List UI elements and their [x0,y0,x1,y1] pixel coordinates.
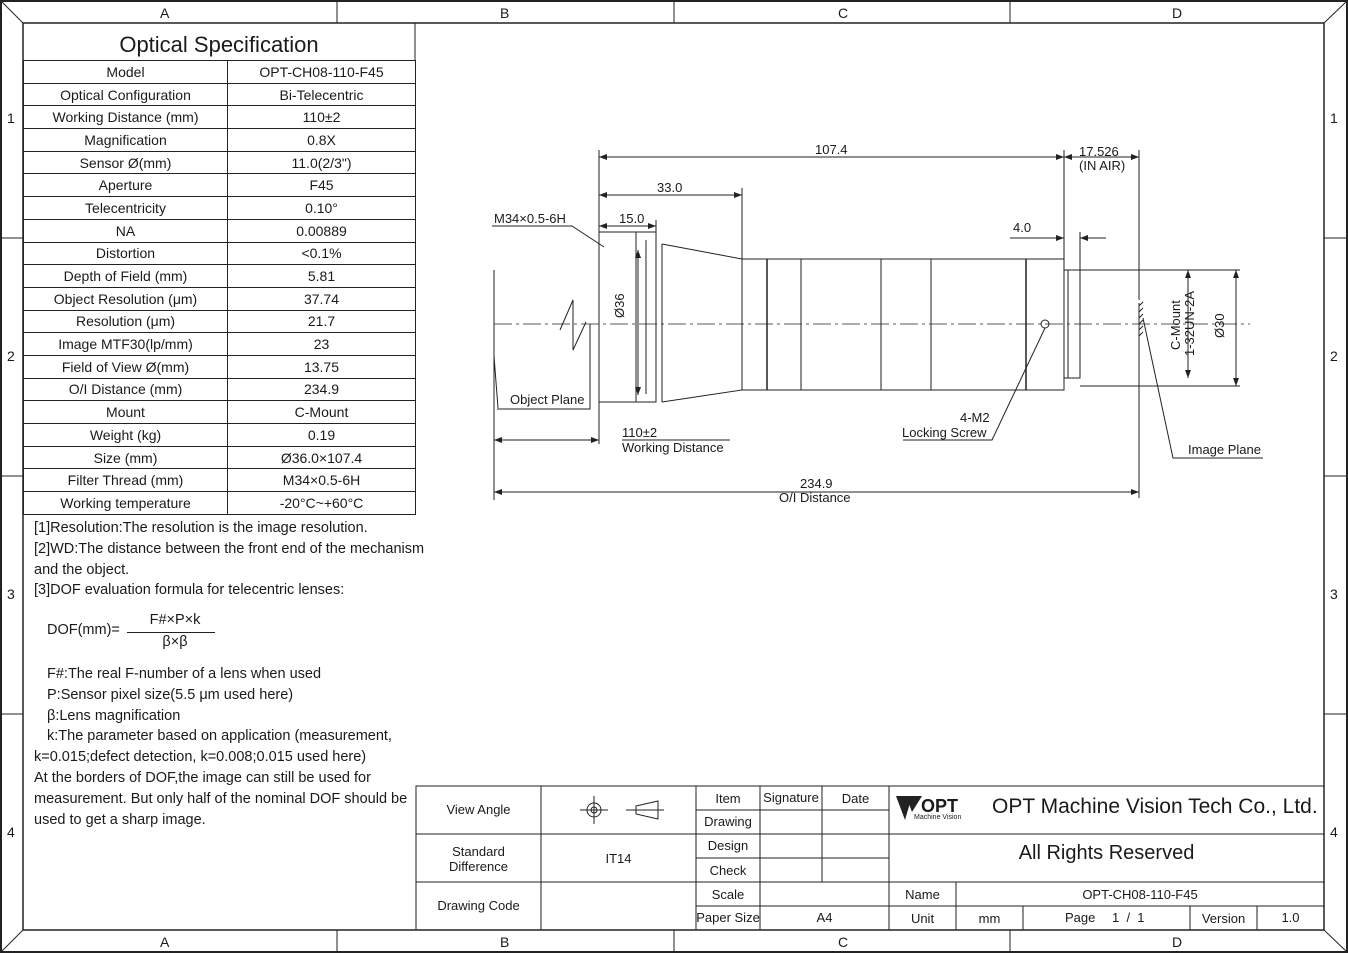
spec-row [24,333,416,356]
oi-value: 234.9 [800,476,833,491]
spec-value: -20°C~+60°C [228,492,416,515]
formula-lhs: DOF(mm)= [47,622,120,638]
def-border-line1: At the borders of DOF,the image can still be used for [34,769,371,786]
spec-row [24,106,416,129]
spec-label: NA [24,219,228,242]
view-angle-label: View Angle [446,802,511,817]
spec-row [24,265,416,288]
spec-value: F45 [228,174,416,197]
spec-row [24,151,416,174]
drawing-code-label: Drawing Code [437,898,520,913]
name-label: Name [905,887,940,902]
spec-value: 11.0(2/3") [228,151,416,174]
spec-label: Image MTF30(lp/mm) [24,333,228,356]
spec-label: Object Resolution (μm) [24,287,228,310]
notes [34,518,426,601]
page-label: Page [1065,910,1096,925]
note-wd-line2: and the object. [34,561,130,578]
spec-row [24,378,416,401]
date-header: Date [841,791,870,806]
row-label-1: 1 [7,110,15,126]
spec-label: Sensor Ø(mm) [24,151,228,174]
standard-difference-label-1: Standard [452,844,505,859]
spec-value: OPT-CH08-110-F45 [228,61,416,84]
tolerance-value: IT14 [605,851,632,866]
spec-row [24,129,416,152]
spec-value: 37.74 [228,287,416,310]
spec-row [24,219,416,242]
dia36-label: Ø36 [612,293,627,318]
column-label-d-bottom: D [1172,934,1183,950]
spec-row [24,469,416,492]
check-row-label: Check [709,863,747,878]
spec-value: 0.8X [228,129,416,152]
column-label-d: D [1172,5,1183,21]
column-label-a: A [160,5,170,21]
spec-row [24,61,416,84]
opt-logo-text: OPT [921,796,959,816]
spec-label: Aperture [24,174,228,197]
dim-4: 4.0 [1013,220,1032,235]
dim-total-length: 107.4 [815,142,848,157]
version-label: Version [1201,911,1246,926]
spec-value: 0.00889 [228,219,416,242]
spec-table-body [24,61,416,515]
def-k-line1: k:The parameter based on application (measurement, [47,728,392,745]
spec-row [24,310,416,333]
wd-label: Working Distance [622,440,724,455]
spec-row [24,355,416,378]
paper-size-value: A4 [816,910,833,925]
dia30-label: Ø30 [1212,313,1227,338]
dim-33: 33.0 [657,180,683,195]
column-label-b-bottom: B [500,934,510,950]
spec-row [24,401,416,424]
spec-label: Distortion [24,242,228,265]
column-label-c-bottom: C [838,934,849,950]
name-value: OPT-CH08-110-F45 [1082,887,1198,902]
unit-label: Unit [910,911,935,926]
lens-drawing [492,150,1263,500]
spec-label: Size (mm) [24,446,228,469]
row-label-3-right: 3 [1330,586,1338,602]
column-label-b: B [500,5,510,21]
def-beta: β:Lens magnification [47,707,181,724]
opt-logo-subtitle: Machine Vision [914,814,962,821]
dim-15: 15.0 [619,211,645,226]
spec-value: 234.9 [228,378,416,401]
formula-bar [127,632,215,633]
thread-spec-label: 1-32UN-2A [1182,290,1197,356]
note-wd-line1: [2]WD:The distance between the front end of the mechanism [34,540,425,557]
spec-row [24,424,416,447]
page-value: 1 / 1 [1112,910,1145,925]
spec-title: Optical Specification [119,32,319,57]
column-label-c: C [838,5,849,21]
spec-label: Field of View Ø(mm) [24,355,228,378]
wd-value: 110±2 [622,425,658,440]
spec-label: Filter Thread (mm) [24,469,228,492]
paper-size-label: Paper Size [696,910,760,925]
spec-value: Ø36.0×107.4 [228,446,416,469]
formula-numerator: F#×P×k [149,612,201,628]
spec-label: Telecentricity [24,197,228,220]
spec-label: Working Distance (mm) [24,106,228,129]
spec-value: 21.7 [228,310,416,333]
spec-label: Optical Configuration [24,83,228,106]
spec-row [24,446,416,469]
object-plane-label: Object Plane [510,392,585,407]
dim-air-note: (IN AIR) [1079,158,1126,173]
image-plane-label: Image Plane [1188,442,1261,457]
column-label-a-bottom: A [160,934,170,950]
spec-value: Bi-Telecentric [228,83,416,106]
spec-label: Mount [24,401,228,424]
company-name: OPT Machine Vision Tech Co., Ltd. [992,795,1318,818]
drawing-row-label: Drawing [704,814,752,829]
spec-value: 5.81 [228,265,416,288]
locking-screw-label: Locking Screw [902,425,987,440]
spec-value: 23 [228,333,416,356]
def-pixel: P:Sensor pixel size(5.5 μm used here) [47,686,294,703]
row-label-2: 2 [7,348,15,364]
formula-denominator: β×β [162,634,188,650]
standard-difference-label-2: Difference [448,859,508,874]
def-fnumber: F#:The real F-number of a lens when used [47,666,322,682]
spec-label: Working temperature [24,492,228,515]
spec-value: C-Mount [228,401,416,424]
note-resolution: [1]Resolution:The resolution is the image resolution. [34,520,368,536]
cmount-label: C-Mount [1168,300,1183,350]
spec-row [24,83,416,106]
def-border-line3: used to get a sharp image. [34,811,206,828]
spec-row [24,492,416,515]
spec-value: 110±2 [228,106,416,129]
version-value: 1.0 [1281,910,1300,925]
spec-value: <0.1% [228,242,416,265]
unit-value: mm [978,911,1001,926]
spec-row [24,287,416,310]
scale-label: Scale [711,887,745,902]
rights-text: All Rights Reserved [1018,842,1195,864]
thread-label: M34×0.5-6H [494,211,566,226]
spec-table [23,60,416,515]
spec-value: 0.19 [228,424,416,447]
spec-label: Weight (kg) [24,424,228,447]
dim-air: 17.526 [1079,144,1119,159]
row-label-2-right: 2 [1330,348,1338,364]
spec-value: M34×0.5-6H [228,469,416,492]
spec-row [24,242,416,265]
formula-definitions [34,664,424,830]
row-label-4: 4 [7,824,15,840]
note-dof: [3]DOF evaluation formula for telecentric lenses: [34,582,345,599]
def-k-line2: k=0.015;defect detection, k=0.008;0.015 used here) [34,749,367,766]
spec-row [24,174,416,197]
def-border-line2: measurement. But only half of the nominal DOF should be [34,790,408,807]
spec-label: Magnification [24,129,228,152]
spec-label: Model [24,61,228,84]
spec-value: 13.75 [228,355,416,378]
spec-label: Resolution (μm) [24,310,228,333]
item-header: Item [715,791,741,806]
spec-value: 0.10° [228,197,416,220]
screw-label: 4-M2 [960,410,990,425]
row-label-3: 3 [7,586,15,602]
signature-header: Signature [763,790,819,805]
oi-label: O/I Distance [779,490,851,505]
row-label-4-right: 4 [1330,824,1338,840]
spec-label: Depth of Field (mm) [24,265,228,288]
row-label-1-right: 1 [1330,110,1338,126]
spec-label: O/I Distance (mm) [24,378,228,401]
spec-row [24,197,416,220]
design-row-label: Design [707,838,749,853]
